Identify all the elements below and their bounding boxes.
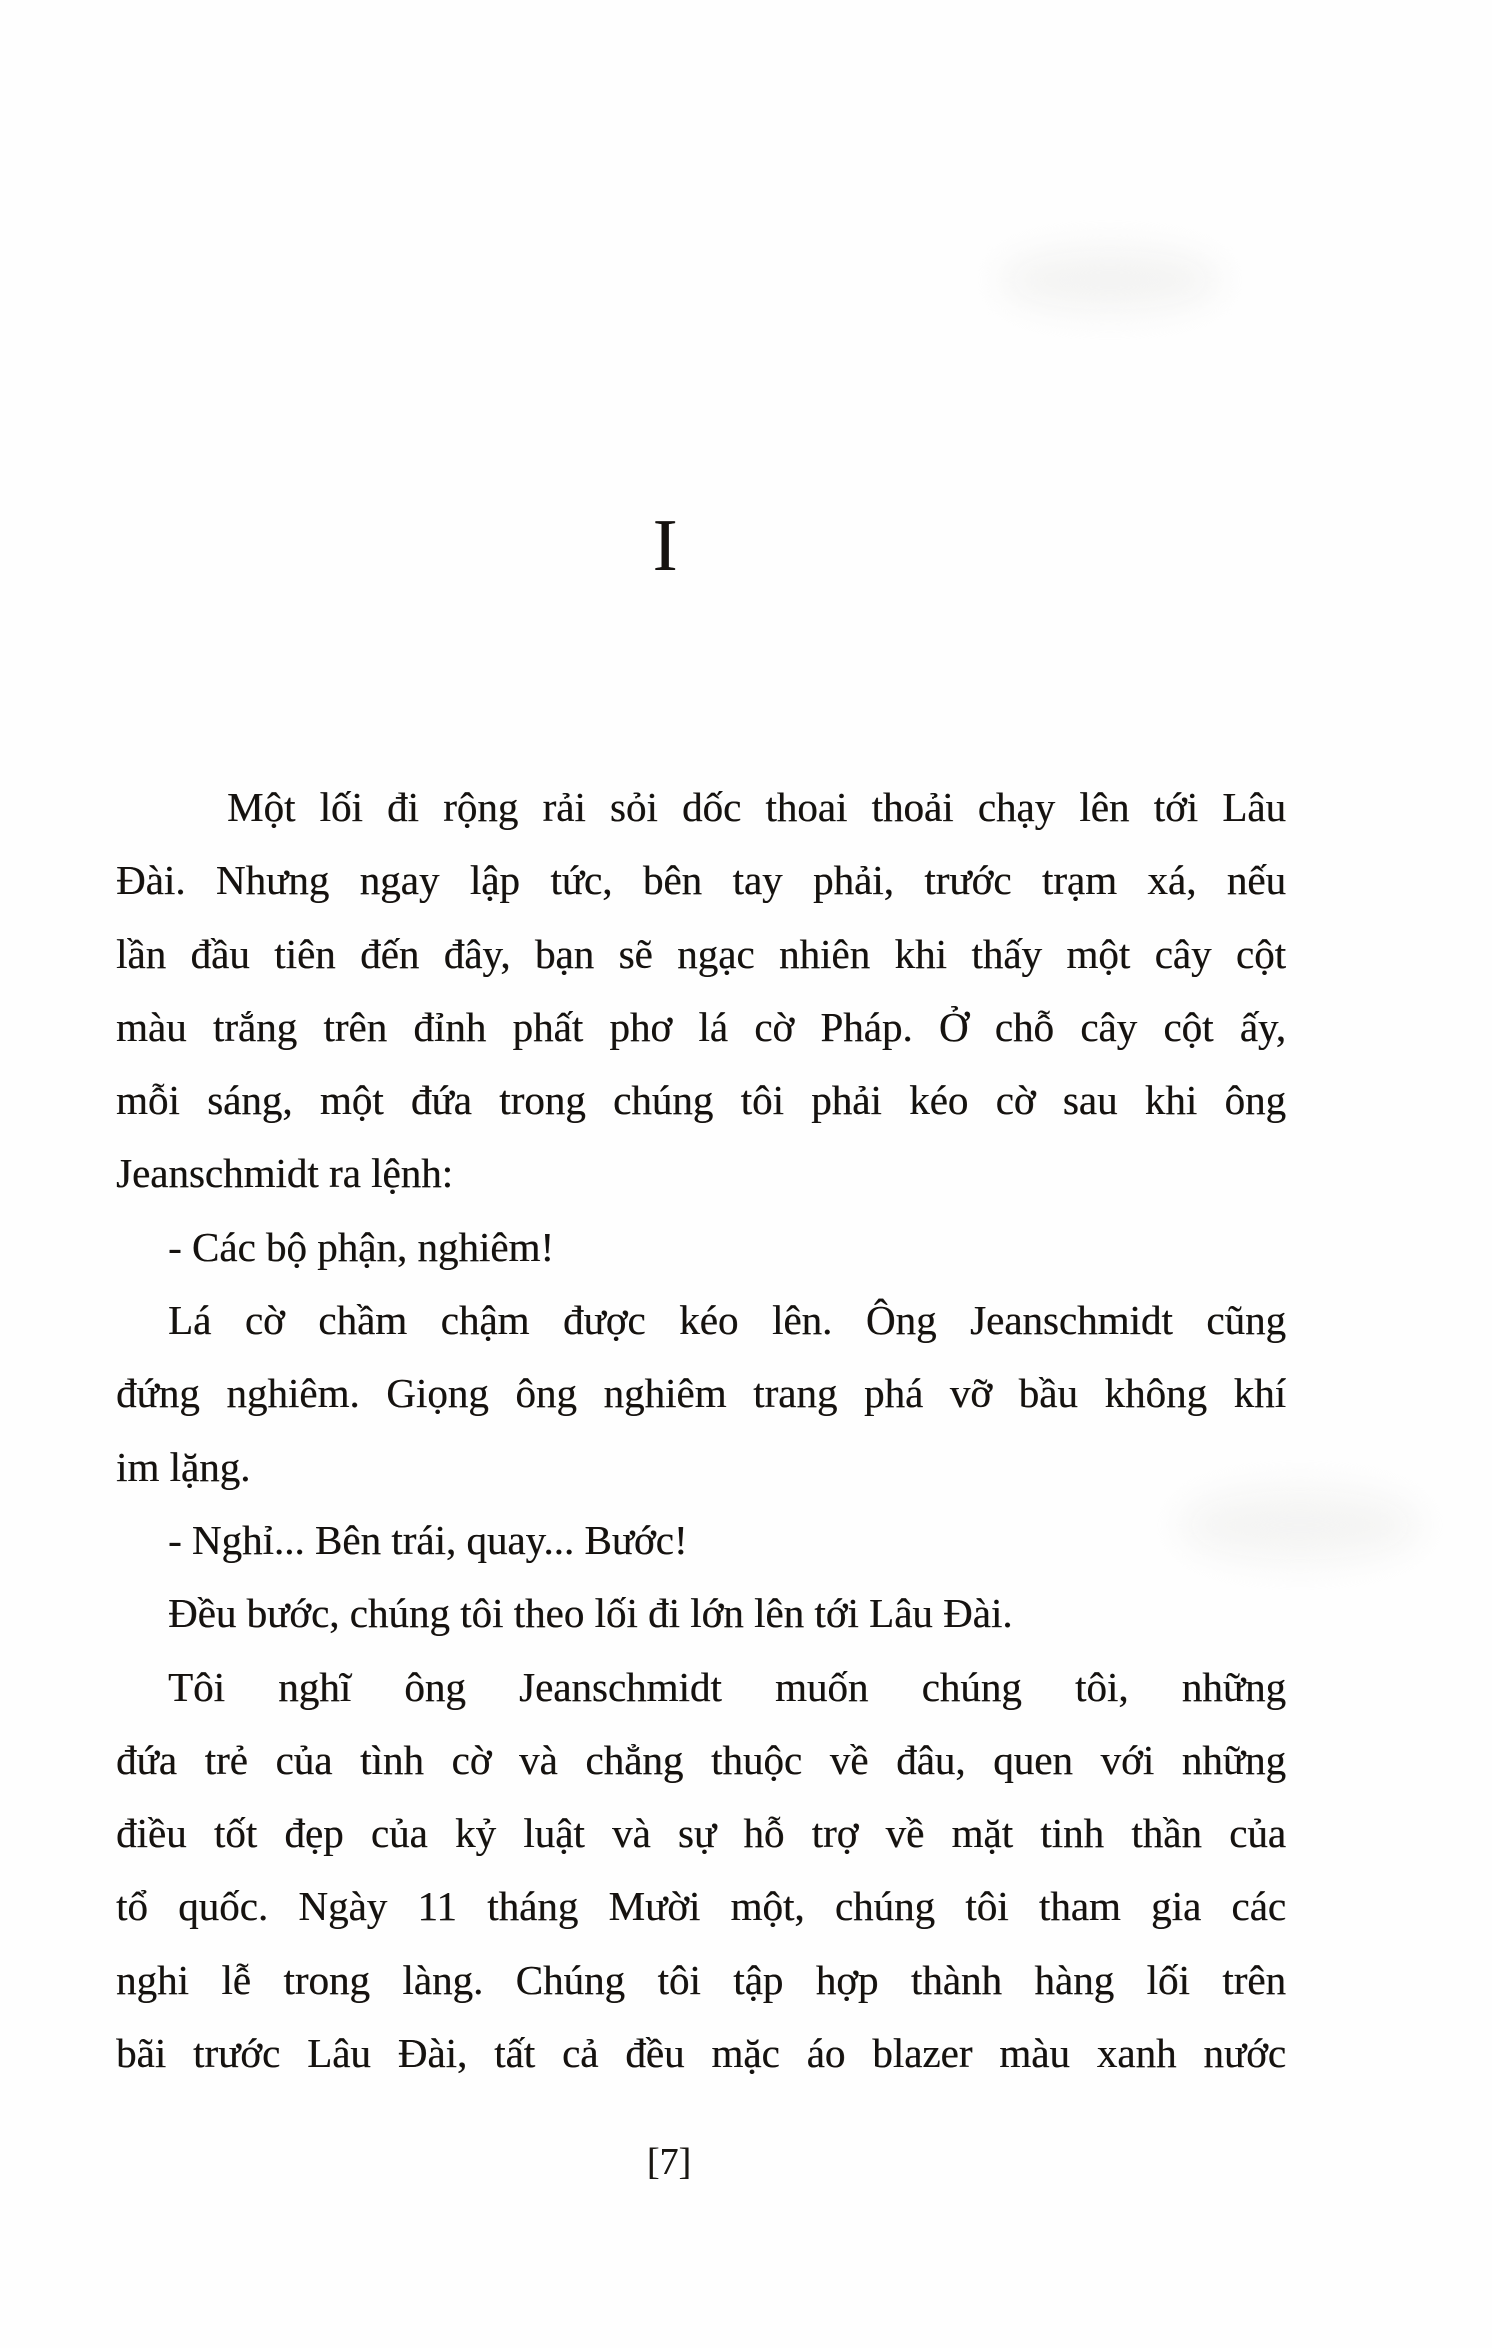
chapter-heading: I [652, 505, 678, 587]
text-line: - Nghỉ... Bên trái, quay... Bước! [168, 1516, 688, 1563]
text-line: Đài. Nhưng ngay lập tức, bên tay phải, trước trạm xá, nếu [116, 857, 1286, 904]
paragraph [116, 771, 1286, 1211]
text-line: - Các bộ phận, nghiêm! [168, 1223, 554, 1270]
text-line: Một lối đi rộng rải sỏi dốc thoai thoải chạy lên tới Lâu [227, 784, 1286, 830]
text-line: màu trắng trên đỉnh phất phơ lá cờ Pháp. Ở chỗ cây cột ấy, [116, 1003, 1286, 1050]
text-block [116, 771, 1286, 2090]
text-line: im lặng. [116, 1443, 251, 1490]
page-number: [7] [646, 2141, 692, 2183]
text-line: đứng nghiêm. Giọng ông nghiêm trang phá vỡ bầu không khí [116, 1370, 1286, 1417]
paragraph [116, 1504, 1286, 1577]
scan-artifact [1000, 250, 1220, 310]
text-line: bãi trước Lâu Đài, tất cả đều mặc áo blazer màu xanh nước [116, 2030, 1286, 2077]
text-line: Đều bước, chúng tôi theo lối đi lớn lên tới Lâu Đài. [168, 1590, 1013, 1637]
text-line: Lá cờ chầm chậm được kéo lên. Ông Jeanschmidt cũng [168, 1297, 1286, 1344]
text-line: mỗi sáng, một đứa trong chúng tôi phải kéo cờ sau khi ông [116, 1077, 1286, 1124]
text-line: lần đầu tiên đến đây, bạn sẽ ngạc nhiên khi thấy một cây cột [116, 930, 1286, 977]
paragraph [116, 1211, 1286, 1284]
text-line: tổ quốc. Ngày 11 tháng Mười một, chúng tôi tham gia các [116, 1883, 1286, 1930]
text-line: Jeanschmidt ra lệnh: [116, 1150, 454, 1197]
text-line: Tôi nghĩ ông Jeanschmidt muốn chúng tôi, những [168, 1663, 1286, 1710]
text-line: đứa trẻ của tình cờ và chẳng thuộc về đâu, quen với những [116, 1736, 1286, 1783]
text-line: điều tốt đẹp của kỷ luật và sự hỗ trợ về mặt tinh thần của [116, 1810, 1286, 1857]
paragraph [116, 1651, 1286, 2091]
text-line: nghi lễ trong làng. Chúng tôi tập hợp thành hàng lối trên [116, 1956, 1286, 2003]
paragraph [116, 1284, 1286, 1504]
paragraph [116, 1577, 1286, 1650]
